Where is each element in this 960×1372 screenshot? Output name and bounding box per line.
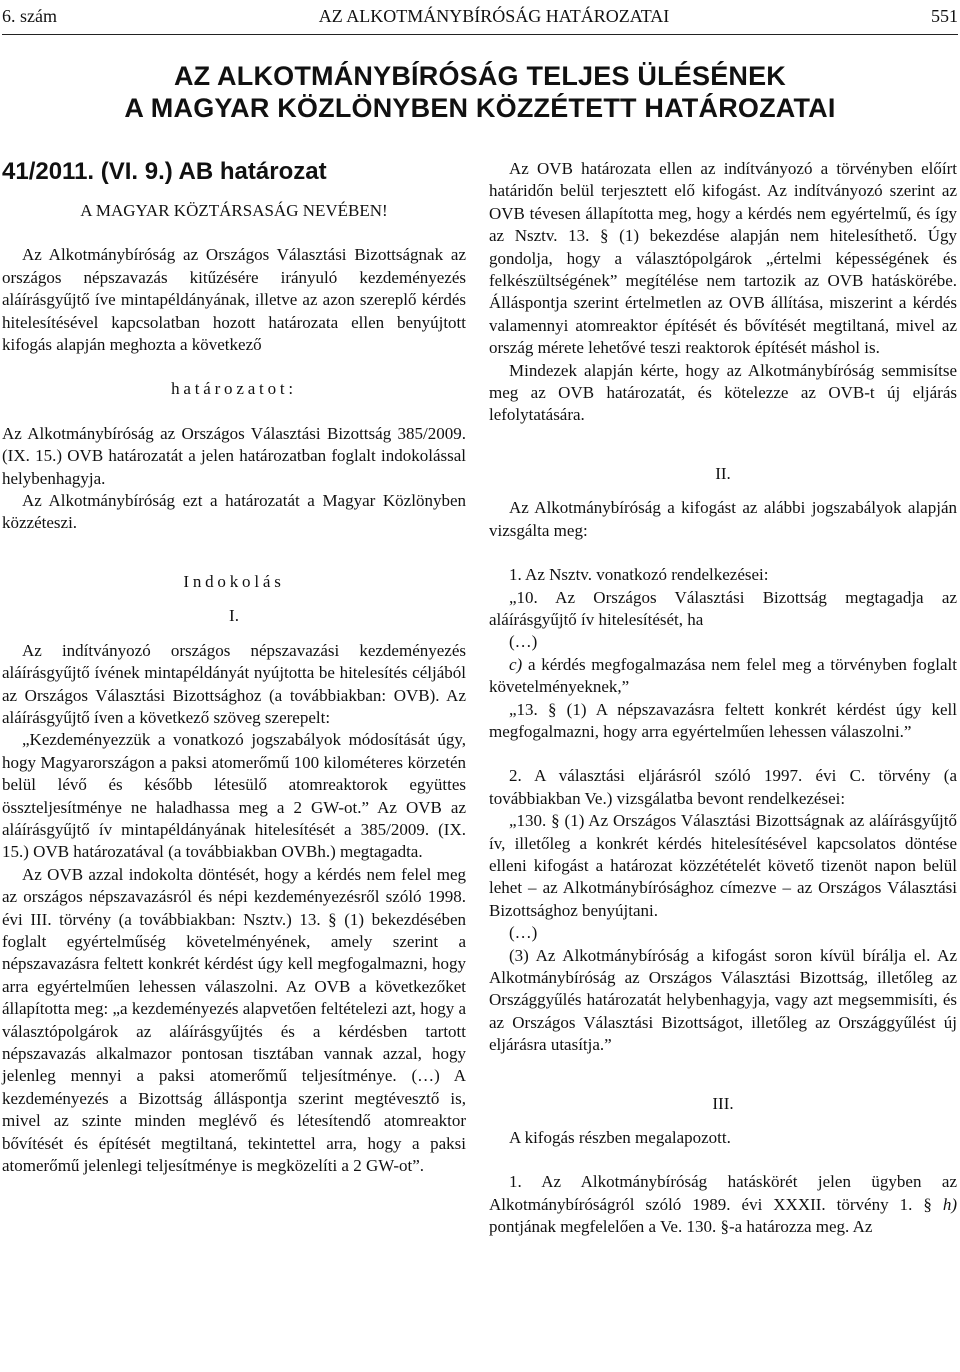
reason-paragraph-1: Az indítványozó országos népszavazási kezdeményezés aláírásgyűjtő ívének mintapéldányát nyújtotta be hitelesítés céljából az Országos Választási Bizottsághoz (a továbbiakban: OVB). Az aláírásgyűjtő íven a következő szöveg szerepelt: — [2, 640, 466, 727]
indokolas-heading: Indokolás — [183, 571, 285, 591]
point-letter-c: c) — [509, 654, 523, 674]
objection-paragraph: Az OVB határozata ellen az indítványozó a törvényben előírt határidőn belül terjesztett elő kifogást. Az indítványozó szerint az OVB tévesen állapította meg, hogy a kérdés nem egyértelmű, és így az Nsztv. 13. § (1) bekezdése alapján nem hitelesíthető. Úgy gondolja, hogy a választópolgárok „értelmi képességének és felkészültségének” megítélése nem tartozik az OVB hatáskörébe. Álláspontja szerint értelmetlen az OVB állítása, miszerint a kérdés valamennyi atomreaktor építését és bővítését megtiltaná, mivel az ország mérete lehetővé teszi reaktorok építését máshol is. — [489, 159, 957, 358]
main-title-line-1: AZ ALKOTMÁNYBÍRÓSÁG TELJES ÜLÉSÉNEK — [173, 61, 787, 91]
reason-paragraph-3: Az OVB azzal indokolta döntését, hogy a kérdés nem felel meg az országos népszavazásról és népi kezdeményezésről szóló 1998. évi III. törvény (a továbbiakban: Nsztv.) 13. § (1) bekezdésében foglalt egyértelműség követelményének, amely szerint a népszavazásra feltett konkrét kérdést úgy kell megfogalmazni, hogy arra egyértelműen lehessen válaszolni. Az OVB a következőket állapította meg: „a kezdeményezés alapvetően feltételezi azt, hogy a választópolgárok az aláírásgyűjtés és a kérdésben tartott népszavazás alkalmazor pontosan tisztában vannak azzal, hogy jelenleg mennyi a paksi atomerőmű teljesítménye. (…) A kezdeményezés a Bizottság álláspontja szerint megtévesztő is, mivel az szinte minden meglévő és létesítendő atomreaktor bővítését és építését megtiltaná, tekintettel arra, hogy a paksi atomerőmű jelenlegi teljesítménye is megközelíti a 2 GW-ot”. — [2, 864, 466, 1176]
section-heading-II: II. — [715, 463, 731, 483]
request-paragraph: Mindezek alapján kérte, hogy az Alkotmánybíróság semmisítse meg az OVB határozatát, és kötelezze az OVB-t új eljárás lefolytatására. — [489, 360, 957, 425]
ve-section-130-1: „130. § (1) Az Országos Választási Bizottságnak az aláírásgyűjtő ív, illetőleg a konkrét kérdés hitelesítésével kapcsolatos döntése elleni kifogást a határozat közzétételét követő tizenöt napon belül lehet – az Alkotmánybírósághoz címezve – az Országos Választási Bizottsághoz benyújtani. — [489, 811, 957, 920]
right-column — [489, 158, 957, 1239]
point-c-text: a kérdés megfogalmazása nem felel meg a törvényben foglalt követelményeknek,” — [489, 654, 957, 697]
ve-section-130-3: (3) Az Alkotmánybíróság a kifogást soron kívül bírálja el. Az Alkotmánybíróság az Országos Választási Bizottság, illetőleg az Országgyűlés határozatát helybenhagyja, vagy azt megsemmisíti, és az Országos Választási Bizottságot, illetőleg az Országgyűlést új eljárásra utasítja.” — [489, 945, 957, 1055]
intro-paragraph: Az Alkotmánybíróság az Országos Választási Bizottságnak az országos népszavazás kitűzésére irányuló kezdeményezés aláírásgyűjtő íve mintapéldányának, illetve az azon szereplő kérdés hitelesítésével kapcsolatban hozott határozata ellen benyújtott kifogás alapján meghozta a következő — [2, 245, 466, 355]
ruling-paragraph-2: Az Alkotmánybíróság ezt a határozatát a Magyar Közlönyben közzéteszi. — [2, 491, 466, 533]
point-letter-h: h) — [942, 1194, 957, 1214]
decision-number: 41/2011. (VI. 9.) AB határozat — [2, 158, 327, 185]
main-title — [0, 60, 960, 124]
omission-marker: (…) — [509, 632, 538, 652]
nsztv-section-13: „13. § (1) A népszavazásra feltett konkrét kérdést úgy kell megfogalmazni, hogy arra egyértelműen lehessen válaszolni.” — [489, 699, 957, 741]
republic-heading: A MAGYAR KÖZTÁRSASÁG NEVÉBEN! — [80, 201, 388, 220]
page-number: 551 — [930, 5, 958, 26]
partially-founded: A kifogás részben megalapozott. — [509, 1128, 731, 1148]
competence-text-cont: pontjának megfelelően a Ve. 130. §-a határozza meg. Az — [489, 1217, 873, 1237]
omission-marker-2: (…) — [509, 923, 538, 943]
left-column — [2, 158, 466, 1177]
issue-number: 6. szám — [2, 5, 57, 26]
nsztv-provisions-heading: 1. Az Nsztv. vonatkozó rendelkezései: — [509, 565, 769, 585]
competence-paragraph — [489, 1171, 957, 1238]
reason-paragraph-2: „Kezdeményezzük a vonatkozó jogszabályok módosítását úgy, hogy Magyarországon a paksi atomerőmű 100 kilométeres körzetén belül lévő és később létesülő atomreaktorok együttes összteljesítménye ne haladhassa meg a 2 GW-ot.” Az OVB az aláírásgyűjtő ív mintapéldányának hitelesítését a 385/2009. (IX. 15.) OVB határozatával (a továbbiakban OVBh.) megtagadta. — [2, 730, 466, 862]
section-heading-I: I. — [229, 606, 239, 626]
ve-provisions-heading: 2. A választási eljárásról szóló 1997. évi C. törvény (a továbbiakban Ve.) vizsgálatba bevont rendelkezései: — [489, 766, 957, 808]
section-heading-III: III. — [712, 1093, 734, 1113]
hatarozatot-heading: határozatot: — [171, 379, 297, 399]
competence-text: 1. Az Alkotmánybíróság hatáskörét jelen ügyben az Alkotmánybíróságról szóló 1989. évi XXXII. törvény 1. § — [489, 1172, 957, 1214]
nsztv-section-10: „10. Az Országos Választási Bizottság megtagadja az aláírásgyűjtő ív hitelesítését, ha — [489, 587, 957, 629]
nsztv-section-10-c — [489, 654, 957, 699]
running-header — [2, 0, 958, 32]
legal-basis-intro: Az Alkotmánybíróság a kifogást az alábbi jogszabályok alapján vizsgálta meg: — [489, 498, 957, 540]
main-title-line-2: A MAGYAR KÖZLÖNYBEN KÖZZÉTETT HATÁROZATAI — [124, 93, 836, 123]
header-rule — [2, 34, 958, 35]
ruling-paragraph-1: Az Alkotmánybíróság az Országos Választási Bizottság 385/2009. (IX. 15.) OVB határozatát a jelen határozatban foglalt indokolással helybenhagyja. — [2, 423, 466, 488]
publication-title: AZ ALKOTMÁNYBÍRÓSÁG HATÁROZATAI — [318, 5, 670, 26]
